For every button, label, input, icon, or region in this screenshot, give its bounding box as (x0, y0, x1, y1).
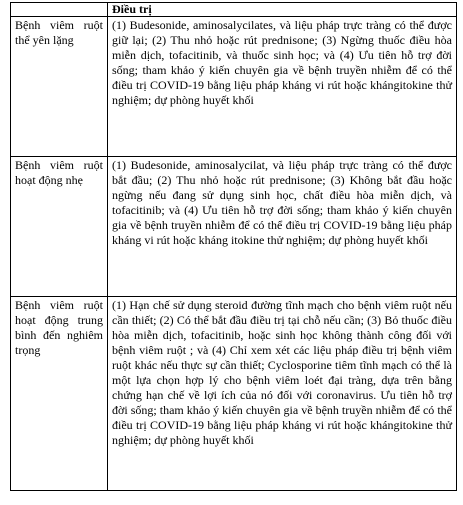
row-label: Bệnh viêm ruột hoạt động trung bình đến nghiêm trọng (11, 297, 108, 491)
row-label: Bệnh viêm ruột thể yên lặng (11, 17, 108, 157)
row-treatment: (1) Hạn chế sử dụng steroid đường tĩnh mạch cho bệnh viêm ruột nếu cần thiết; (2) Có thể bắt đầu điều trị tại chỗ nếu cần; (3) Bỏ thuốc điều hòa miễn dịch, tofacitinib, hoặc sinh học không thành công đối với bệnh viêm ruột ; và (4) Chỉ xem xét các liệu pháp điều trị bệnh viêm ruột khác nếu thực sự cần thiết; Cyclosporine tiêm tĩnh mạch có thể là một lựa chọn hợp lý cho bệnh viêm loét đại tràng, dựa trên bằng chứng hạn chế về lợi ích của nó đối với coronavirus. Ưu tiên hỗ trợ đời sống; tham khảo ý kiến chuyên gia về bệnh truyền nhiễm để có thể điều trị COVID-19 bằng liệu pháp kháng vi rút hoặc khángitokine thử nghiệm; dự phòng huyết khối (108, 297, 457, 491)
header-cell-treatment: Điều trị (108, 3, 457, 17)
table-row (11, 17, 457, 157)
row-treatment: (1) Budesonide, aminosalycilates, và liệu pháp trực tràng có thể được giữ lại; (2) Thu nhỏ hoặc rút prednisone; (3) Ngừng thuốc điều hòa miễn dịch, tofacitinib, và thuốc sinh học; và (4) Ưu tiên hỗ trợ đời sống; tham khảo ý kiến chuyên gia về bệnh truyền nhiễm để có thể điều trị COVID-19 bằng liệu pháp kháng vi rút hoặc khángitokine thử nghiệm; dự phòng huyết khối (108, 17, 457, 157)
header-cell-empty (11, 3, 108, 17)
table-row (11, 157, 457, 297)
table-row (11, 297, 457, 491)
table-header-row (11, 3, 457, 17)
row-treatment: (1) Budesonide, aminosalycilat, và liệu pháp trực tràng có thể được bắt đầu; (2) Thu nhỏ hoặc rút prednisone; (3) Không bắt đầu hoặc ngừng nếu đang sử dụng sinh học, chất điều hòa miễn dịch, và tofacitinib; và (4) Ưu tiên hỗ trợ đời sống; tham khảo ý kiến chuyên gia về bệnh truyền nhiễm để có thể điều trị COVID-19 bằng liệu pháp kháng vi rút hoặc kháng itokine thử nghiệm; dự phòng huyết khối (108, 157, 457, 297)
row-label: Bệnh viêm ruột hoạt động nhẹ (11, 157, 108, 297)
treatment-table (10, 2, 457, 491)
